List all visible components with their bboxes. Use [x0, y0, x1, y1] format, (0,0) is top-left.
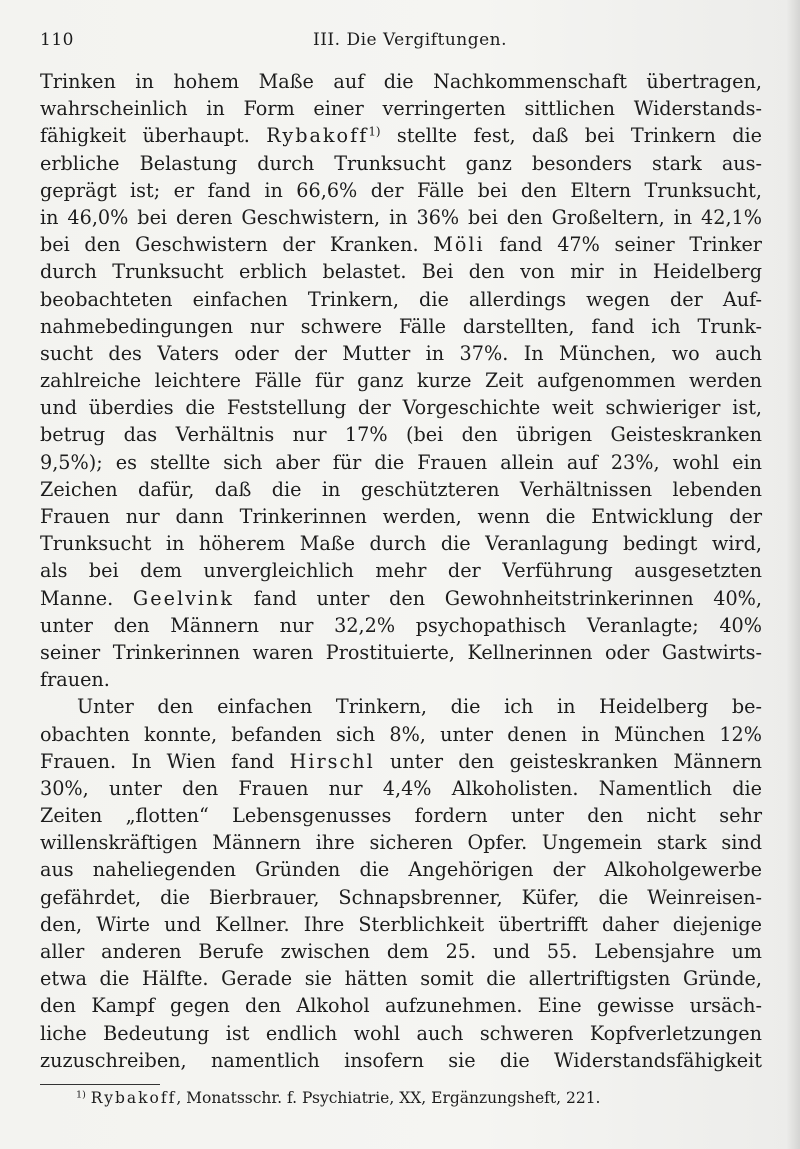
- author-name: Möli: [433, 233, 485, 257]
- text-line: den Kampf gegen den Alkohol aufzunehmen. Eine gewisse ursäch-: [40, 994, 762, 1018]
- text-line: den, Wirte und Kellner. Ihre Sterblichkeit übertrifft daher diejenige: [40, 912, 762, 936]
- author-name: Rybakoff: [266, 124, 369, 148]
- text-line: nahmebedingungen nur schwere Fälle darstellten, fand ich Trunk-: [40, 314, 762, 338]
- text-line: 30%, unter den Frauen nur 4,4% Alkoholisten. Namentlich die: [40, 776, 762, 800]
- text-line: seiner Trinkerinnen waren Prostituierte, Kellnerinnen oder Gastwirts-: [40, 640, 762, 664]
- text-line: etwa die Hälfte. Gerade sie hätten somit die allertriftigsten Gründe,: [40, 967, 762, 991]
- text-line: Trunksucht in höherem Maße durch die Veranlagung bedingt wird,: [40, 532, 762, 556]
- footnote: [76, 1087, 766, 1109]
- text-line: gefährdet, die Bierbrauer, Schnapsbrenner, Küfer, die Weinreisen-: [40, 885, 762, 909]
- text-line: aus naheliegenden Gründen die Angehörigen der Alkoholgewerbe: [40, 858, 762, 882]
- text-segment: Manne.: [40, 586, 114, 610]
- text-line: Frauen nur dann Trinkerinnen werden, wenn die Entwicklung der: [40, 505, 762, 528]
- text-line: durch Trunksucht erblich belastet. Bei den von mir in Heidelberg: [40, 260, 762, 284]
- footnote-marker: 1): [76, 1089, 86, 1101]
- text-line: willenskräftigen Männern ihre sicheren Opfer. Ungemein stark sind: [40, 831, 762, 855]
- text-line: 9,5%); es stellte sich aber für die Frauen allein auf 23%, wohl ein: [40, 450, 762, 474]
- text-line: [40, 748, 762, 775]
- text-line: betrug das Verhältnis nur 17% (bei den übrigen Geisteskranken: [40, 423, 762, 447]
- running-head: III. Die Vergiftungen.: [312, 30, 508, 50]
- text-line: geprägt ist; er fand in 66,6% der Fälle bei den Eltern Trunksucht,: [40, 178, 762, 202]
- text-segment: unter den geisteskranken Männern: [390, 749, 763, 773]
- text-segment: Frauen. In Wien fand: [40, 749, 275, 773]
- text-segment: stellte fest, daß bei Trinkern die: [396, 124, 762, 148]
- text-line: wahrscheinlich in Form einer verringerten sittlichen Widerstands-: [40, 97, 762, 121]
- text-line: und überdies die Feststellung der Vorgeschichte weit schwieriger ist,: [40, 396, 762, 420]
- author-name: Hirschl: [289, 749, 375, 773]
- text-line: sucht des Vaters oder der Mutter in 37%. In München, wo auch: [40, 341, 762, 365]
- text-segment: fand unter den Gewohnheitstrinkerinnen 40%,: [253, 586, 762, 610]
- footnote-text: , Monatsschr. f. Psychiatrie, XX, Ergänzungsheft, 221.: [176, 1089, 601, 1107]
- text-segment: fand 47% seiner Trinker: [499, 233, 762, 257]
- text-line: Zeiten „flotten“ Lebensgenusses fordern unter den nicht sehr: [40, 804, 762, 828]
- text-line: unter den Männern nur 32,2% psychopathisch Veranlagte; 40%: [40, 613, 762, 637]
- text-line: zahlreiche leichtere Fälle für ganz kurze Zeit aufgenommen werden: [40, 369, 762, 393]
- text-line: [40, 231, 762, 258]
- text-line: in 46,0% bei deren Geschwistern, in 36% bei den Großeltern, in 42,1%: [40, 205, 762, 229]
- text-line: Zeichen dafür, daß die in geschützteren Verhältnissen lebenden: [40, 477, 762, 501]
- text-line: als bei dem unvergleichlich mehr der Verführung ausgesetzten: [40, 559, 762, 583]
- page-number: 110: [40, 30, 74, 50]
- text-line: [40, 585, 762, 612]
- text-segment: fähigkeit überhaupt.: [40, 124, 250, 148]
- footnote-rule: [40, 1084, 160, 1085]
- text-line: aller anderen Berufe zwischen dem 25. und 55. Lebensjahre um: [40, 940, 762, 963]
- author-name: Geelvink: [132, 586, 235, 610]
- text-line: liche Bedeutung ist endlich wohl auch schweren Kopfverletzungen: [40, 1021, 762, 1045]
- body-text: [40, 68, 762, 1074]
- text-line: frauen.: [40, 668, 110, 692]
- text-line: beobachteten einfachen Trinkern, die allerdings wegen der Auf-: [40, 287, 762, 311]
- text-segment: bei den Geschwistern der Kranken.: [40, 233, 419, 257]
- text-line: Unter den einfachen Trinkern, die ich in Heidelberg be-: [77, 695, 762, 719]
- text-line: [40, 122, 762, 149]
- page-header: [40, 30, 760, 54]
- footnote-author: Rybakoff: [90, 1089, 177, 1107]
- text-line: Trinken in hohem Maße auf die Nachkommenschaft übertragen,: [40, 70, 762, 93]
- footnote-reference: 1): [368, 124, 381, 139]
- text-line: erbliche Belastung durch Trunksucht ganz besonders stark aus-: [40, 151, 762, 175]
- text-line: zuzuschreiben, namentlich insofern sie die Widerstandsfähigkeit: [40, 1048, 762, 1072]
- text-line: obachten konnte, befanden sich 8%, unter denen in München 12%: [40, 722, 762, 746]
- page-edge-shadow: [786, 0, 800, 1149]
